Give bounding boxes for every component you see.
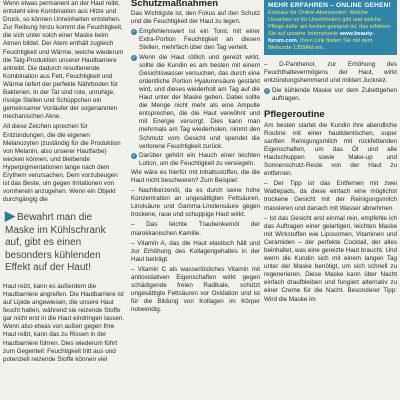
paragraph-barrier: Haut reizt, kann es außerdem die Hautbarriere angreifen. Die Hautbarriere ist auf Lipide angewiesen, die unsere Haut feucht halten, während sie reizende Stoffe gar nicht erst in die Haut eindringen lassen. Wenn also etwas von außen gegen Ihre Haut reibt, kann das zu Rissen in der Hautbarriere führen. Dies wiederum führt zum Gegenteil: Feuchtigkeit tritt aus und potenziell reizende Stoffe können viel [3,282,125,363]
dash-item-text: Vitamin C als wasserlösliches Vitamin mit antioxidativen Eigenschaften wirkt gegen schädigende freien Radikale, schützt ungesättigte Fettsäuren vor Oxidation und ist für die Bildung von Kollagen im Körper notwendig. [131,265,260,314]
promo-heading: MEHR ERFAHREN – ONLINE GEHEN! [268,2,392,9]
check-item-text: Darüber gehört ein Hauch einer leichten Lotion, um die Feuchtigkeit zu versiegeln. [139,151,260,167]
promo-text: Exklusiv für Online-Abonnenten: Welche Ursachen es für Unreinheiten gibt und welche Pflege dafür am besten geeignet ist, das erfahren Sie auf unserer Internetseite [268,10,391,37]
section-title-protection: Schutzmaßnahmen [131,0,219,9]
paragraph-protection-intro: Das Wichtigste ist, den Fokus auf den Schutz und die Feuchtigkeit der Haut zu legen. [131,10,260,26]
dash-item: – Der Tipp ist das Entfernen mit zwei Wattepads, da diese einfach eine möglichst trockene Gesicht mit der Reinigungsmilch massieren und danach mit Wasser abnehmen. [264,180,397,212]
dash-item: – D-Panthenol, zur Erhöhung des Feuchthaltevermögens der Haut, wirkt entzündungshemmend und mildert Juckreiz. [264,61,397,85]
check-item [264,87,397,103]
dash-item-text: Der Tipp ist das Entfernen mit zwei Wattepads, da diese einfach eine möglichst trockene Gesicht mit der Reinigungsmilch massieren und danach mit Wasser abnehmen. [264,180,397,212]
column-left [3,0,125,366]
pull-quote-text: Bewahrt man die Maske im Kühlschrank auf, gibt es einen besonders kühlenden Effekt auf der Haut! [5,212,106,274]
dash-item-text: Nachtkerzenöl, da es durch seine hohe Konzentration an ungesättigten Fettsäuren, Linolsäure und Gamma-Linolensäure gegen trockene, raue und schuppige Haut wirkt. [131,187,260,219]
check-icon: ✓ [264,88,270,95]
check-icon: ✓ [131,29,137,36]
check-item [131,152,260,168]
dash-item-text: Das leichte Traubenkernöl der marokkanischen Kamille. [131,221,260,237]
column-right [264,0,397,306]
online-promo-box [264,0,397,55]
dash-item: – Vitamin C als wasserlösliches Vitamin mit antioxidativen Eigenschaften wirkt gegen schädigende freien Radikale, schützt ungesättigte Fettsäuren vor Oxidation und ist für die Bildung von Kollagen im Körper notwendig. [131,265,260,314]
check-icon: ✓ [131,54,137,61]
paragraph-ingredients-intro: Wie wäre es hierfür mit Inhaltsstoffen, die die Haut nicht beschweren? Zum Beispiel: [131,168,260,184]
dash-item: – Nachtkerzenöl, da es durch seine hohe Konzentration an ungesättigten Fettsäuren, Linolsäure und Gamma-Linolensäure gegen trockene, raue und schuppige Haut wirkt. [131,187,260,219]
quote-mark-icon: ▶ [5,208,15,224]
check-icon: ✓ [131,152,137,159]
promo-webcode: Ihren Link finden Sie mit dem Webcode 1359Ald ein. [268,38,373,51]
section-title-routine: Pflegeroutine [264,109,325,121]
check-item-text: Empfehlenswert ist ein Tonic mit einer Extra-Portion Feuchtigkeit an diesen Stellen, mehrfach über den Tag verteilt. [139,28,260,52]
dash-item-text: D-Panthenol, zur Erhöhung des Feuchthaltevermögens der Haut, wirkt entzündungshemmend und mildert Juckreiz. [264,61,397,85]
dash-item: – Vitamin A, das die Haut elastisch hält und zur Erhöhung des Kollagengehaltes in der Haut beiträgt. [131,239,260,263]
column-middle [131,0,260,316]
check-item [131,54,260,151]
promo-url-link[interactable]: www.beauty-forum.com. [268,31,375,44]
paragraph-intro: Wenn etwas permanent an der Haut reibt, entsteht eine Kombination aus Hitze und Druck, so können Unreinheiten entstehen. Zur Reibung hinzu kommt die Feuchtigkeit, die sich unter solch einer Maske beim Atmen bildet. Der Atem enthält zugleich Feuchtigkeit und Wärme, welche wiederum die Talg-Produktion unserer Hautbarriere antreibt. Die dadurch resultierende Kombination aus Fett, Feuchtigkeit und Wärme liefert der perfekte Nährboden für Bakterien. In der Tat sind rote, unruhige, rissige Stellen und Schüppchen ein gemeinsamer Vorläufer der sogenannten mechanischen Akne. [3,0,124,121]
pull-quote [3,210,125,275]
dash-item: – Ist das Gesicht erst einmal rein, empfehle ich das Auftragen einer gelartigen, leichten Maske mit Wirkstoffen wie Liposomen, Vitaminen und Ceramiden – der perfekte Cocktail, der alles beinhaltet, was eine gereizte Haut braucht. Und wenn die Kundin sich mit einem langen Tag unter der Maske benötigt, um sich schnell zu regenerieren. Diese Maske kann über Nacht einfach draufbleiben und fungiert alternativ zu einer Creme für die Nacht. Besonderer Tipp: Wird die Maske im [264,214,397,303]
dash-item-text: Ist das Gesicht erst einmal rein, empfehle ich das Auftragen einer gelartigen, leichten Maske mit Wirkstoffen wie Liposomen, Vitaminen und Ceramiden – der perfekte Cocktail, der alles beinhaltet, was eine gereizte Haut braucht. Und wenn die Kundin sich mit einem langen Tag unter der Maske benötigt, um sich schnell zu regenerieren. Diese Maske kann über Nacht einfach draufbleiben und fungiert alternativ zu einer Creme für die Nacht. Besonderer Tipp: Wird die Maske im [264,214,397,303]
paragraph-routine: Am besten startet die Kundin ihre abendliche Routine mit einer hautidentischen, super sanften Reinigungsmilch mit rückfettenden Eigenschaften, um das Öl und alle Hautschuppen sowie Make-up und Sonnenschutz-Reste von der Haut zu entfernen. [264,121,397,178]
paragraph-inflammation: All diese Zeichen sprechen für Entzündungen, die die eigenen Melanozyten (zuständig für die Produktion von Melanin, also unserer Hautfarbe) wecken können, und bleibende Hyperpigmentationen lange nach dem Erythem verursachen. Dem vorzubeugen ist das Beste, um gegen Irritationen von vornherein anzugehen. Wenn ein Objekt durchgängig die [3,123,121,204]
dash-item: – Das leichte Traubenkernöl der marokkanischen Kamille. [131,221,260,237]
check-item [131,28,260,52]
check-item-text: Wenn die Haut rötlich und gereizt wirkt, sollte die Kundin es am besten mit einem Gesichtswasser versuchen, das durch eine ordentliche Portion Hyaluronsäure gestärkt wird, und dieses wiederholt am Tag auf die Haut unter der Maske geben. Dabei sollte die Menge nicht mehr als eine Ampulle entsprechen, die die Haut verwöhnt und mit Energie versorgt. Dies kann man mehrmals am Tag wiederholen, nimmt den Schmutz vom Gesicht und spendet die verlorene Feuchtigkeit zurück. [139,53,260,150]
dash-item-text: Vitamin A, das die Haut elastisch hält und zur Erhöhung des Kollagengehaltes in der Haut beiträgt. [131,239,260,263]
check-item-text: Die kühlende Maske vor dem Zubettgehen auftragen. [272,87,397,103]
